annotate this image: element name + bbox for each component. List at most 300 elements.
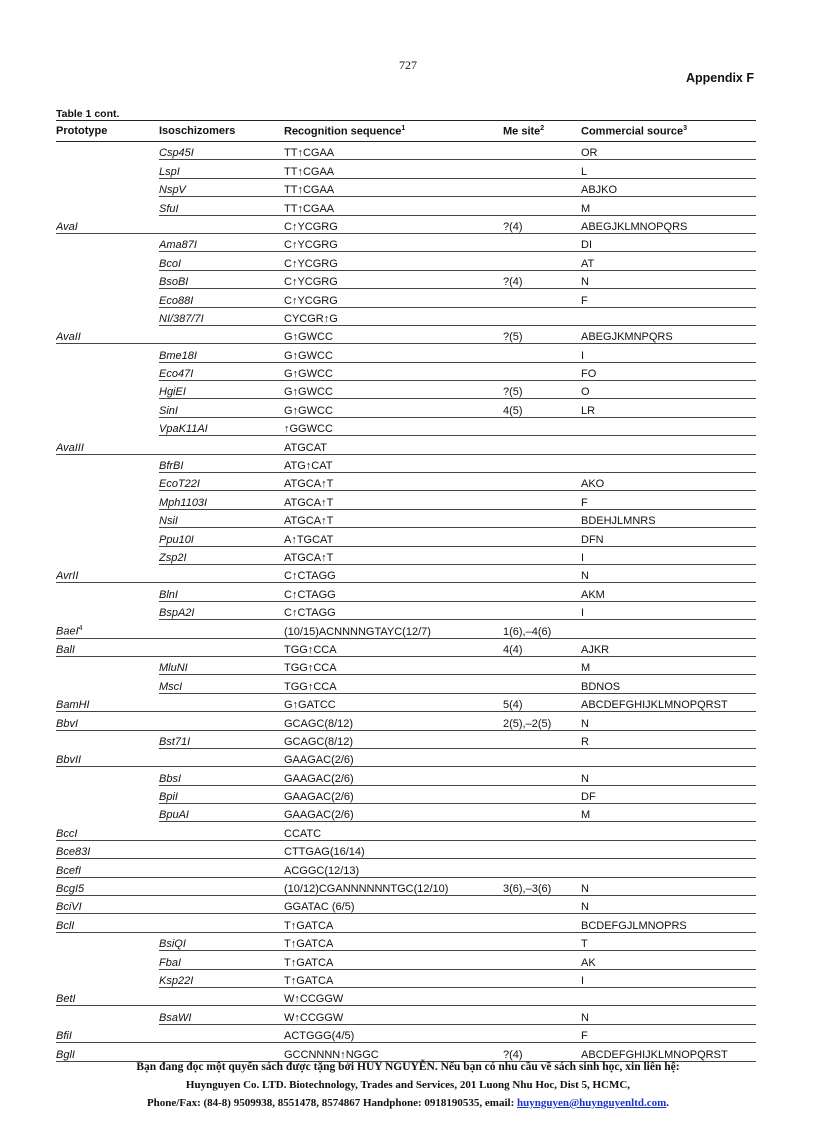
header-recognition-sequence: Recognition sequence$^1$ <box>284 121 503 142</box>
cell-isoschizomer <box>159 712 284 730</box>
table-row <box>56 160 756 178</box>
cell-recognition-sequence: CCATC <box>284 822 503 840</box>
cell-isoschizomer: Mph1103I <box>159 491 284 509</box>
footer <box>0 1058 816 1112</box>
cell-commercial-source: I <box>581 546 756 564</box>
cell-recognition-sequence: ATGCA↑T <box>284 473 503 491</box>
table-row <box>56 693 756 711</box>
cell-commercial-source: M <box>581 804 756 822</box>
cell-commercial-source: F <box>581 491 756 509</box>
cell-isoschizomer: MluNI <box>159 656 284 674</box>
cell-isoschizomer: BsaWI <box>159 1006 284 1024</box>
cell-isoschizomer: BfrBI <box>159 454 284 472</box>
cell-prototype: BfiI <box>56 1024 159 1042</box>
cell-prototype <box>56 1006 159 1024</box>
cell-prototype <box>56 785 159 803</box>
cell-commercial-source: R <box>581 730 756 748</box>
cell-isoschizomer <box>159 620 284 638</box>
table-row <box>56 142 756 160</box>
cell-isoschizomer: BsoBI <box>159 270 284 288</box>
cell-commercial-source: F <box>581 289 756 307</box>
table-row <box>56 620 756 638</box>
table-row <box>56 638 756 656</box>
table-row <box>56 528 756 546</box>
cell-prototype <box>56 233 159 251</box>
cell-prototype: BglI <box>56 1043 159 1061</box>
page-number: 727 <box>399 58 417 72</box>
table-row <box>56 583 756 601</box>
cell-me-site <box>503 767 581 785</box>
cell-me-site <box>503 160 581 178</box>
table-row <box>56 951 756 969</box>
cell-prototype: BclI <box>56 914 159 932</box>
cell-prototype <box>56 546 159 564</box>
cell-me-site <box>503 142 581 160</box>
cell-commercial-source <box>581 307 756 325</box>
cell-me-site <box>503 748 581 766</box>
cell-isoschizomer: Eco47I <box>159 362 284 380</box>
cell-commercial-source: L <box>581 160 756 178</box>
cell-recognition-sequence: ATG↑CAT <box>284 454 503 472</box>
cell-isoschizomer: Ksp22I <box>159 969 284 987</box>
cell-isoschizomer: NsiI <box>159 509 284 527</box>
cell-commercial-source: AKO <box>581 473 756 491</box>
cell-prototype: BamHI <box>56 693 159 711</box>
cell-prototype <box>56 270 159 288</box>
email-link[interactable]: huynguyen@huynguyenltd.com <box>516 1097 667 1109</box>
cell-me-site <box>503 546 581 564</box>
table-row <box>56 896 756 914</box>
cell-recognition-sequence: G↑GWCC <box>284 381 503 399</box>
cell-isoschizomer: BlnI <box>159 583 284 601</box>
cell-commercial-source: ABEGJKMNPQRS <box>581 325 756 343</box>
cell-me-site: 3(6),–3(6) <box>503 877 581 895</box>
table-row <box>56 344 756 362</box>
cell-me-site <box>503 656 581 674</box>
cell-recognition-sequence: T↑GATCA <box>284 969 503 987</box>
cell-me-site <box>503 914 581 932</box>
cell-prototype <box>56 730 159 748</box>
cell-commercial-source <box>581 417 756 435</box>
cell-commercial-source: DF <box>581 785 756 803</box>
cell-prototype: BcefI <box>56 859 159 877</box>
cell-isoschizomer <box>159 1024 284 1042</box>
cell-commercial-source: AT <box>581 252 756 270</box>
cell-commercial-source: AKM <box>581 583 756 601</box>
header-prototype: Prototype <box>56 121 159 142</box>
header-commercial-source: Commercial source$^3$ <box>581 121 756 142</box>
cell-prototype: AvrII <box>56 564 159 582</box>
cell-prototype: BcgI5 <box>56 877 159 895</box>
table-row <box>56 307 756 325</box>
cell-commercial-source: M <box>581 197 756 215</box>
table-row <box>56 546 756 564</box>
cell-isoschizomer: BpiI <box>159 785 284 803</box>
table-row <box>56 1006 756 1024</box>
cell-recognition-sequence: G↑GWCC <box>284 325 503 343</box>
table-row <box>56 289 756 307</box>
cell-recognition-sequence: C↑YCGRG <box>284 215 503 233</box>
cell-me-site <box>503 197 581 215</box>
cell-recognition-sequence: ATGCAT <box>284 436 503 454</box>
cell-commercial-source <box>581 987 756 1005</box>
cell-commercial-source: AK <box>581 951 756 969</box>
cell-me-site <box>503 564 581 582</box>
cell-me-site <box>503 417 581 435</box>
table-header-row <box>56 121 756 142</box>
cell-recognition-sequence: TT↑CGAA <box>284 160 503 178</box>
table-row <box>56 822 756 840</box>
cell-recognition-sequence: G↑GWCC <box>284 344 503 362</box>
table-row <box>56 233 756 251</box>
cell-commercial-source <box>581 454 756 472</box>
cell-isoschizomer: Ppu10I <box>159 528 284 546</box>
table-row <box>56 730 756 748</box>
cell-me-site <box>503 840 581 858</box>
cell-me-site <box>503 289 581 307</box>
table-row <box>56 509 756 527</box>
cell-commercial-source: N <box>581 896 756 914</box>
cell-commercial-source: DFN <box>581 528 756 546</box>
cell-isoschizomer: SfuI <box>159 197 284 215</box>
cell-prototype <box>56 197 159 215</box>
cell-isoschizomer <box>159 748 284 766</box>
cell-isoschizomer <box>159 325 284 343</box>
cell-me-site <box>503 896 581 914</box>
cell-prototype <box>56 583 159 601</box>
cell-prototype: BbvI <box>56 712 159 730</box>
cell-prototype <box>56 656 159 674</box>
cell-recognition-sequence: TGG↑CCA <box>284 675 503 693</box>
cell-isoschizomer: BpuAI <box>159 804 284 822</box>
cell-commercial-source <box>581 859 756 877</box>
cell-me-site: ?(5) <box>503 325 581 343</box>
cell-prototype: Bce83I <box>56 840 159 858</box>
cell-recognition-sequence: G↑GATCC <box>284 693 503 711</box>
cell-commercial-source: BDEHJLMNRS <box>581 509 756 527</box>
cell-commercial-source: N <box>581 1006 756 1024</box>
table-row <box>56 417 756 435</box>
cell-isoschizomer: Zsp2I <box>159 546 284 564</box>
cell-me-site: 2(5),–2(5) <box>503 712 581 730</box>
cell-recognition-sequence: TT↑CGAA <box>284 197 503 215</box>
cell-recognition-sequence: GGATAC (6/5) <box>284 896 503 914</box>
cell-prototype <box>56 454 159 472</box>
cell-me-site <box>503 969 581 987</box>
cell-isoschizomer: MscI <box>159 675 284 693</box>
cell-isoschizomer: BbsI <box>159 767 284 785</box>
table-row <box>56 675 756 693</box>
cell-recognition-sequence: TT↑CGAA <box>284 178 503 196</box>
cell-recognition-sequence: T↑GATCA <box>284 914 503 932</box>
cell-prototype: AvaII <box>56 325 159 343</box>
cell-commercial-source <box>581 748 756 766</box>
cell-prototype <box>56 951 159 969</box>
cell-prototype <box>56 142 159 160</box>
table-row <box>56 270 756 288</box>
table-row <box>56 767 756 785</box>
header-isoschizomers: Isoschizomers <box>159 121 284 142</box>
cell-prototype: BbvII <box>56 748 159 766</box>
cell-recognition-sequence: A↑TGCAT <box>284 528 503 546</box>
cell-commercial-source: I <box>581 969 756 987</box>
table-row <box>56 859 756 877</box>
cell-recognition-sequence: GAAGAC(2/6) <box>284 785 503 803</box>
cell-isoschizomer <box>159 215 284 233</box>
cell-isoschizomer: NI/387/7I <box>159 307 284 325</box>
table-row <box>56 454 756 472</box>
cell-isoschizomer: EcoT22I <box>159 473 284 491</box>
cell-isoschizomer: Bme18I <box>159 344 284 362</box>
cell-prototype <box>56 307 159 325</box>
cell-me-site: 4(5) <box>503 399 581 417</box>
cell-isoschizomer: BsiQI <box>159 932 284 950</box>
cell-me-site <box>503 491 581 509</box>
cell-prototype <box>56 969 159 987</box>
cell-me-site <box>503 344 581 362</box>
table-row <box>56 197 756 215</box>
header-me-site: Me site$^2$ <box>503 121 581 142</box>
cell-commercial-source: LR <box>581 399 756 417</box>
cell-recognition-sequence: GAAGAC(2/6) <box>284 804 503 822</box>
cell-prototype <box>56 473 159 491</box>
table-row <box>56 804 756 822</box>
table-row <box>56 840 756 858</box>
cell-me-site <box>503 454 581 472</box>
cell-commercial-source: N <box>581 270 756 288</box>
appendix-label: Appendix F <box>685 71 754 85</box>
cell-recognition-sequence: C↑YCGRG <box>284 252 503 270</box>
cell-commercial-source <box>581 822 756 840</box>
cell-recognition-sequence: C↑CTAGG <box>284 564 503 582</box>
cell-commercial-source: O <box>581 381 756 399</box>
cell-isoschizomer: Ama87I <box>159 233 284 251</box>
cell-recognition-sequence: G↑GWCC <box>284 362 503 380</box>
cell-isoschizomer: Bst71I <box>159 730 284 748</box>
cell-recognition-sequence: G↑GWCC <box>284 399 503 417</box>
table-row <box>56 362 756 380</box>
cell-me-site: 1(6),–4(6) <box>503 620 581 638</box>
cell-recognition-sequence: C↑YCGRG <box>284 270 503 288</box>
cell-isoschizomer: BcoI <box>159 252 284 270</box>
cell-prototype <box>56 491 159 509</box>
cell-isoschizomer: NspV <box>159 178 284 196</box>
table-row <box>56 712 756 730</box>
table-row <box>56 656 756 674</box>
cell-isoschizomer <box>159 987 284 1005</box>
cell-me-site: 5(4) <box>503 693 581 711</box>
cell-prototype <box>56 399 159 417</box>
cell-me-site <box>503 436 581 454</box>
cell-recognition-sequence: C↑YCGRG <box>284 289 503 307</box>
enzyme-table <box>56 120 756 1062</box>
cell-recognition-sequence: CYCGR↑G <box>284 307 503 325</box>
cell-prototype <box>56 804 159 822</box>
cell-recognition-sequence: TT↑CGAA <box>284 142 503 160</box>
cell-me-site: ?(4) <box>503 215 581 233</box>
table-row <box>56 564 756 582</box>
cell-commercial-source: T <box>581 932 756 950</box>
cell-me-site <box>503 509 581 527</box>
cell-recognition-sequence: C↑YCGRG <box>284 233 503 251</box>
table-row <box>56 932 756 950</box>
cell-recognition-sequence: CTTGAG(16/14) <box>284 840 503 858</box>
cell-me-site <box>503 583 581 601</box>
cell-me-site: ?(4) <box>503 1043 581 1061</box>
cell-prototype <box>56 509 159 527</box>
cell-recognition-sequence: C↑CTAGG <box>284 583 503 601</box>
cell-isoschizomer <box>159 896 284 914</box>
cell-commercial-source: FO <box>581 362 756 380</box>
cell-prototype <box>56 381 159 399</box>
cell-isoschizomer <box>159 914 284 932</box>
table-row <box>56 473 756 491</box>
table-row <box>56 399 756 417</box>
cell-me-site <box>503 362 581 380</box>
cell-prototype <box>56 932 159 950</box>
cell-prototype <box>56 417 159 435</box>
cell-me-site <box>503 730 581 748</box>
cell-prototype <box>56 289 159 307</box>
cell-isoschizomer: SinI <box>159 399 284 417</box>
cell-recognition-sequence: TGG↑CCA <box>284 656 503 674</box>
cell-isoschizomer <box>159 840 284 858</box>
cell-commercial-source: ABJKO <box>581 178 756 196</box>
cell-commercial-source: ABCDEFGHIJKLMNOPQRST <box>581 693 756 711</box>
cell-me-site: ?(4) <box>503 270 581 288</box>
table-row <box>56 436 756 454</box>
table-row <box>56 381 756 399</box>
footer-line-2: Huynguyen Co. LTD. Biotechnology, Trades and Services, 201 Luong Nhu Hoc, Dist 5, HCMC, <box>185 1079 631 1091</box>
cell-recognition-sequence: ACGGC(12/13) <box>284 859 503 877</box>
cell-recognition-sequence: TGG↑CCA <box>284 638 503 656</box>
cell-me-site <box>503 932 581 950</box>
cell-prototype <box>56 252 159 270</box>
cell-recognition-sequence: GCAGC(8/12) <box>284 730 503 748</box>
cell-prototype <box>56 601 159 619</box>
cell-commercial-source: N <box>581 877 756 895</box>
cell-me-site <box>503 822 581 840</box>
cell-me-site <box>503 859 581 877</box>
cell-commercial-source: N <box>581 712 756 730</box>
cell-commercial-source: BDNOS <box>581 675 756 693</box>
cell-isoschizomer: Eco88I <box>159 289 284 307</box>
cell-me-site <box>503 804 581 822</box>
cell-me-site <box>503 307 581 325</box>
cell-recognition-sequence: C↑CTAGG <box>284 601 503 619</box>
cell-commercial-source: ABCDEFGHIJKLMNOPQRST <box>581 1043 756 1061</box>
table-row <box>56 252 756 270</box>
cell-commercial-source: BCDEFGJLMNOPRS <box>581 914 756 932</box>
cell-prototype: BalI <box>56 638 159 656</box>
cell-prototype <box>56 160 159 178</box>
cell-isoschizomer <box>159 436 284 454</box>
cell-recognition-sequence: ATGCA↑T <box>284 491 503 509</box>
table-row <box>56 877 756 895</box>
cell-commercial-source: ABEGJKLMNOPQRS <box>581 215 756 233</box>
cell-me-site <box>503 675 581 693</box>
cell-me-site <box>503 1006 581 1024</box>
table-row <box>56 215 756 233</box>
cell-commercial-source: N <box>581 767 756 785</box>
cell-commercial-source: AJKR <box>581 638 756 656</box>
cell-prototype: BccI <box>56 822 159 840</box>
cell-me-site <box>503 601 581 619</box>
cell-me-site <box>503 252 581 270</box>
cell-commercial-source <box>581 436 756 454</box>
cell-commercial-source: M <box>581 656 756 674</box>
table-body <box>56 142 756 1062</box>
table-row <box>56 748 756 766</box>
cell-me-site <box>503 987 581 1005</box>
cell-prototype <box>56 767 159 785</box>
cell-prototype: BciVI <box>56 896 159 914</box>
cell-recognition-sequence: ATGCA↑T <box>284 546 503 564</box>
cell-recognition-sequence: GAAGAC(2/6) <box>284 748 503 766</box>
cell-commercial-source: N <box>581 564 756 582</box>
cell-recognition-sequence: (10/15)ACNNNNGTAYC(12/7) <box>284 620 503 638</box>
cell-isoschizomer: BspA2I <box>159 601 284 619</box>
table-row <box>56 987 756 1005</box>
table-row <box>56 178 756 196</box>
table-row <box>56 785 756 803</box>
cell-recognition-sequence: W↑CCGGW <box>284 987 503 1005</box>
cell-me-site: ?(5) <box>503 381 581 399</box>
table-row <box>56 601 756 619</box>
cell-me-site <box>503 528 581 546</box>
cell-commercial-source <box>581 840 756 858</box>
table-row <box>56 914 756 932</box>
cell-isoschizomer: HgiEI <box>159 381 284 399</box>
cell-commercial-source: I <box>581 601 756 619</box>
cell-recognition-sequence: T↑GATCA <box>284 951 503 969</box>
cell-isoschizomer: LspI <box>159 160 284 178</box>
cell-recognition-sequence: ↑GGWCC <box>284 417 503 435</box>
cell-isoschizomer <box>159 877 284 895</box>
table-caption: Table 1 cont. <box>56 108 120 120</box>
cell-commercial-source <box>581 620 756 638</box>
cell-commercial-source: DI <box>581 233 756 251</box>
cell-isoschizomer <box>159 564 284 582</box>
cell-isoschizomer <box>159 859 284 877</box>
table-row <box>56 325 756 343</box>
table-row <box>56 491 756 509</box>
cell-recognition-sequence: ATGCA↑T <box>284 509 503 527</box>
cell-recognition-sequence: T↑GATCA <box>284 932 503 950</box>
cell-prototype: AvaIII <box>56 436 159 454</box>
cell-isoschizomer <box>159 693 284 711</box>
cell-prototype: AvaI <box>56 215 159 233</box>
cell-recognition-sequence: GCAGC(8/12) <box>284 712 503 730</box>
table-row <box>56 969 756 987</box>
cell-recognition-sequence: ACTGGG(4/5) <box>284 1024 503 1042</box>
cell-prototype: BaeI$^4$ <box>56 620 159 638</box>
cell-prototype <box>56 675 159 693</box>
cell-recognition-sequence: (10/12)CGANNNNNNTGC(12/10) <box>284 877 503 895</box>
cell-commercial-source: F <box>581 1024 756 1042</box>
cell-commercial-source: I <box>581 344 756 362</box>
cell-me-site <box>503 785 581 803</box>
cell-me-site <box>503 473 581 491</box>
cell-isoschizomer <box>159 638 284 656</box>
cell-isoschizomer: Csp45I <box>159 142 284 160</box>
cell-isoschizomer <box>159 822 284 840</box>
cell-me-site <box>503 178 581 196</box>
cell-prototype <box>56 362 159 380</box>
cell-me-site: 4(4) <box>503 638 581 656</box>
cell-commercial-source: OR <box>581 142 756 160</box>
cell-isoschizomer: FbaI <box>159 951 284 969</box>
